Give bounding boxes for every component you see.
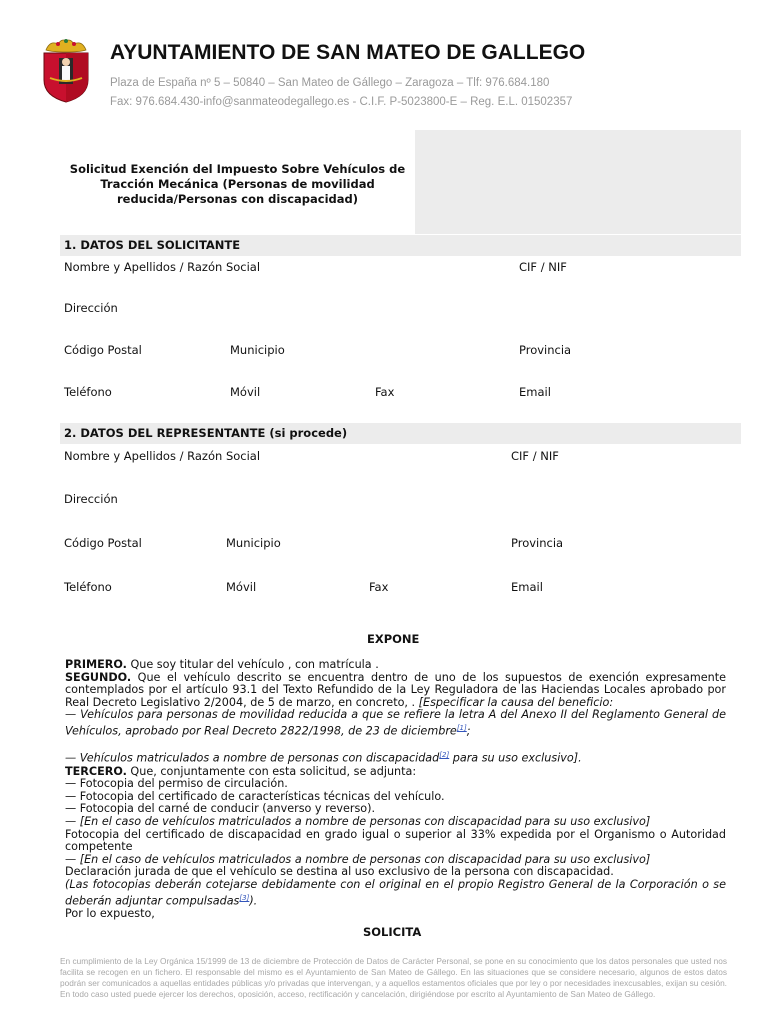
footnote-link[interactable]: [1] [456,723,467,732]
option-text: ; [466,724,471,738]
document-title-line: Solicitud Exención del Impuesto Sobre Vehículos de [69,162,406,176]
representative-province-label: Provincia [511,536,564,550]
representative-phone-label: Teléfono [64,580,112,594]
clause-italic: [Especificar la causa del beneficio: [418,695,614,709]
option-reduced-mobility [65,709,726,738]
attachment-item: — Fotocopia del certificado de características técnicas del vehículo. [65,789,445,803]
copies-note [65,879,726,908]
applicant-province-label: Provincia [519,343,572,357]
attachment-item: — Fotocopia del permiso de circulación. [65,777,288,791]
applicant-fax-label: Fax [375,385,395,399]
representative-fax-label: Fax [369,580,389,594]
data-protection-notice: En cumplimiento de la Ley Orgánica 15/1999 de 13 de diciembre de Protección de Datos de Carácter Personal, se pone en su conocimiento que los datos personales que usted nos facilita se recogen en un fichero. El responsable del mismo es el Ayuntamiento de San Mateo de Gállego. En las situaciones que se considere necesario, algunos de estos datos podrán ser comunicados a aquellas entidades públicas y/o privadas que intervengan, y a aquellos estamentos oficiales que por ley o por necesidades inexcusables, exijan su cesión. En todo caso usted puede ejercer los derechos, oposición, acceso, rectificación y cancelación, dirigiéndose por escrito al Ayuntamiento de San Mateo de Gállego. [60,956,727,999]
municipal-crest-logo [36,38,96,104]
option-text: — Vehículos para personas de movilidad reducida a que se refiere la letra A del Anexo II del Reglamento General de Vehículos, aprobado por Real Decreto 2822/1998, de 23 de diciembre [65,708,726,738]
organization-address: Plaza de España nº 5 – 50840 – San Mateo de Gállego – Zaragoza – Tlf: 976.684.180 [110,77,550,89]
attachment-item: Fotocopia del certificado de discapacidad en grado igual o superior al 33% expedida por el Organismo o Autoridad competente [65,827,726,854]
clause-label: SEGUNDO. [65,670,132,684]
representative-cif-label: CIF / NIF [511,449,559,463]
attachment-item: — Fotocopia del carné de conducir (anverso y reverso). [65,802,376,816]
footnote-link[interactable]: [2] [439,751,450,760]
closing-phrase: Por lo expuesto, [65,906,155,920]
applicant-name-label: Nombre y Apellidos / Razón Social [64,260,261,274]
attachment-condition: — [En el caso de vehículos matriculados a nombre de personas con discapacidad para su uso exclusivo] [65,815,651,828]
applicant-postal-label: Código Postal [64,343,142,357]
section-representative-header [60,423,741,444]
document-title-line: Tracción Mecánica (Personas de movilidad [100,177,375,191]
section-applicant-header [60,235,741,256]
footnote-link[interactable]: [3] [239,893,250,902]
representative-municipality-label: Municipio [226,536,281,550]
expone-heading: EXPONE [367,632,420,646]
option-disability [65,749,726,765]
section-heading: 2. DATOS DEL REPRESENTANTE (si procede) [64,426,348,440]
organization-contact: Fax: 976.684.430-info@sanmateodegallego.es - C.I.F. P-5023800-E – Reg. E.L. 01502357 [110,96,573,108]
option-text: para su uso exclusivo]. [449,752,582,766]
representative-name-label: Nombre y Apellidos / Razón Social [64,449,261,463]
applicant-mobile-label: Móvil [230,385,261,399]
representative-address-label: Dirección [64,492,118,506]
applicant-address-label: Dirección [64,301,118,315]
representative-email-label: Email [511,580,543,594]
attachment-item: Declaración jurada de que el vehículo se destina al uso exclusivo de la persona con discapacidad. [65,865,614,879]
note-text: (Las fotocopias deberán cotejarse debidamente con el original en el propio Registro General de la Corporación o se deberán adjuntar compulsadas [65,877,726,908]
clause-text: Que el vehículo descrito se encuentra dentro de uno de los supuestos de exención expresamente contemplados por el artículo 93.1 del Texto Refundido de la Ley Reguladora de las Haciendas Locales aprobado por Real Decreto Legislativo 2/2004, de 5 de marzo, en concreto, . [65,670,726,709]
applicant-municipality-label: Municipio [230,343,285,357]
option-text: — Vehículos matriculados a nombre de personas con discapacidad [65,752,440,766]
clause-text: Que soy titular del vehículo , con matrícula . [126,658,379,671]
attachment-condition: — [En el caso de vehículos matriculados a nombre de personas con discapacidad para su uso exclusivo] [65,852,651,866]
document-title-line: reducida/Personas con discapacidad) [116,192,359,206]
clause-text: Que, conjuntamente con esta solicitud, se adjunta: [126,764,417,778]
applicant-cif-label: CIF / NIF [519,260,567,274]
paragraph-segundo [65,672,726,710]
note-text: ). [249,894,258,908]
representative-mobile-label: Móvil [226,580,257,594]
organization-name: AYUNTAMIENTO DE SAN MATEO DE GALLEGO [110,41,586,64]
solicita-heading: SOLICITA [363,925,422,939]
document-title-box [60,130,741,234]
section-heading: 1. DATOS DEL SOLICITANTE [64,238,241,252]
document-title [60,162,415,207]
expone-body [65,659,726,920]
clause-label: PRIMERO. [65,658,127,671]
applicant-phone-label: Teléfono [64,385,112,399]
representative-postal-label: Código Postal [64,536,142,550]
clause-label: TERCERO. [65,764,127,778]
applicant-email-label: Email [519,385,551,399]
registry-stamp-area [415,130,741,234]
